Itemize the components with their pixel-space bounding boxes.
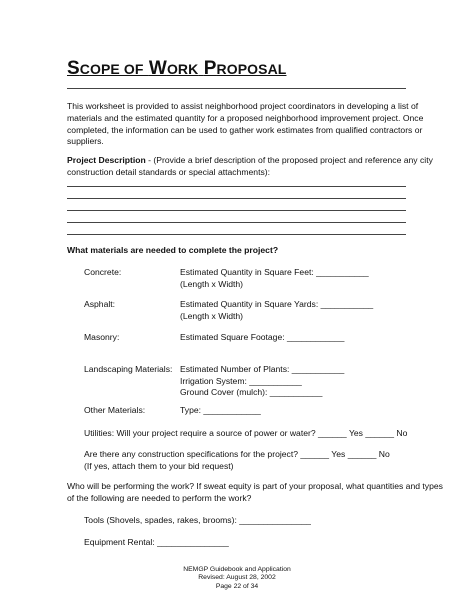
title-cap-1: S xyxy=(67,58,80,79)
footer-page-number: Page 22 of 34 xyxy=(215,582,259,590)
description-line[interactable] xyxy=(67,222,406,223)
project-description-prompt xyxy=(67,155,433,167)
asphalt-hint: (Length x Width) xyxy=(180,311,244,321)
intro-line: materials and the estimated quantity for a proposed neighborhood improvement project. Once xyxy=(67,112,424,123)
work-question-line2: of the following are needed to perform the work? xyxy=(67,493,252,503)
intro-line: This worksheet is provided to assist neighborhood project coordinators in developing a list of xyxy=(67,101,419,111)
project-description-prompt-line1: - (Provide a brief description of the proposed project and reference any city xyxy=(145,155,433,165)
irrigation-field[interactable]: Irrigation System: ___________ xyxy=(180,376,302,386)
asphalt-quantity-field[interactable]: Estimated Quantity in Square Yards: ___________ xyxy=(180,299,374,309)
equipment-rental-field[interactable]: Equipment Rental: _______________ xyxy=(84,537,229,547)
tools-field[interactable]: Tools (Shovels, spades, rakes, brooms): _______________ xyxy=(84,515,311,525)
construction-specs-note: (If yes, attach them to your bid request) xyxy=(84,461,234,471)
work-question-line1: Who will be performing the work? If sweat equity is part of your proposal, what quantities and types xyxy=(67,481,443,491)
masonry-label: Masonry: xyxy=(84,332,120,342)
concrete-hint: (Length x Width) xyxy=(180,279,244,289)
project-description-label: Project Description xyxy=(67,155,146,165)
description-line[interactable] xyxy=(67,210,406,211)
intro-line: completed, the information can be used to gather work estimates from qualified contractors or xyxy=(67,124,423,135)
description-line[interactable] xyxy=(67,234,406,235)
other-materials-label: Other Materials: xyxy=(84,405,146,415)
landscaping-label: Landscaping Materials: xyxy=(84,364,173,374)
utilities-question[interactable]: Utilities: Will your project require a source of power or water? ______ Yes ______ No xyxy=(84,428,408,438)
page-footer xyxy=(0,566,474,591)
materials-heading: What materials are needed to complete the project? xyxy=(67,245,279,255)
description-line[interactable] xyxy=(67,186,406,187)
title-small-1: COPE OF xyxy=(79,61,144,77)
intro-line: suppliers. xyxy=(67,136,104,147)
masonry-footage-field[interactable]: Estimated Square Footage: ____________ xyxy=(180,332,345,342)
title-small-2: ORK xyxy=(166,61,199,77)
footer-guidebook: NEMGP Guidebook and Application xyxy=(183,566,291,573)
concrete-quantity-field[interactable]: Estimated Quantity in Square Feet: ___________ xyxy=(180,267,369,277)
asphalt-label: Asphalt: xyxy=(84,299,116,309)
title-cap-2: W xyxy=(148,58,167,79)
concrete-label: Concrete: xyxy=(84,267,122,277)
construction-specs-question[interactable]: Are there any construction specifications for the project? ______ Yes ______ No xyxy=(84,449,390,459)
page-title xyxy=(67,58,286,80)
title-divider xyxy=(67,88,406,89)
title-small-3: ROPOSAL xyxy=(216,61,287,77)
footer-revised: Revised: August 28, 2002 xyxy=(198,574,276,582)
description-line[interactable] xyxy=(67,198,406,199)
intro-paragraph xyxy=(67,101,424,148)
plants-field[interactable]: Estimated Number of Plants: ___________ xyxy=(180,364,345,374)
title-cap-3: P xyxy=(203,58,217,79)
project-description-prompt-line2: construction detail standards or special attachments): xyxy=(67,167,271,177)
ground-cover-field[interactable]: Ground Cover (mulch): ___________ xyxy=(180,387,323,397)
other-type-field[interactable]: Type: ____________ xyxy=(180,405,261,415)
